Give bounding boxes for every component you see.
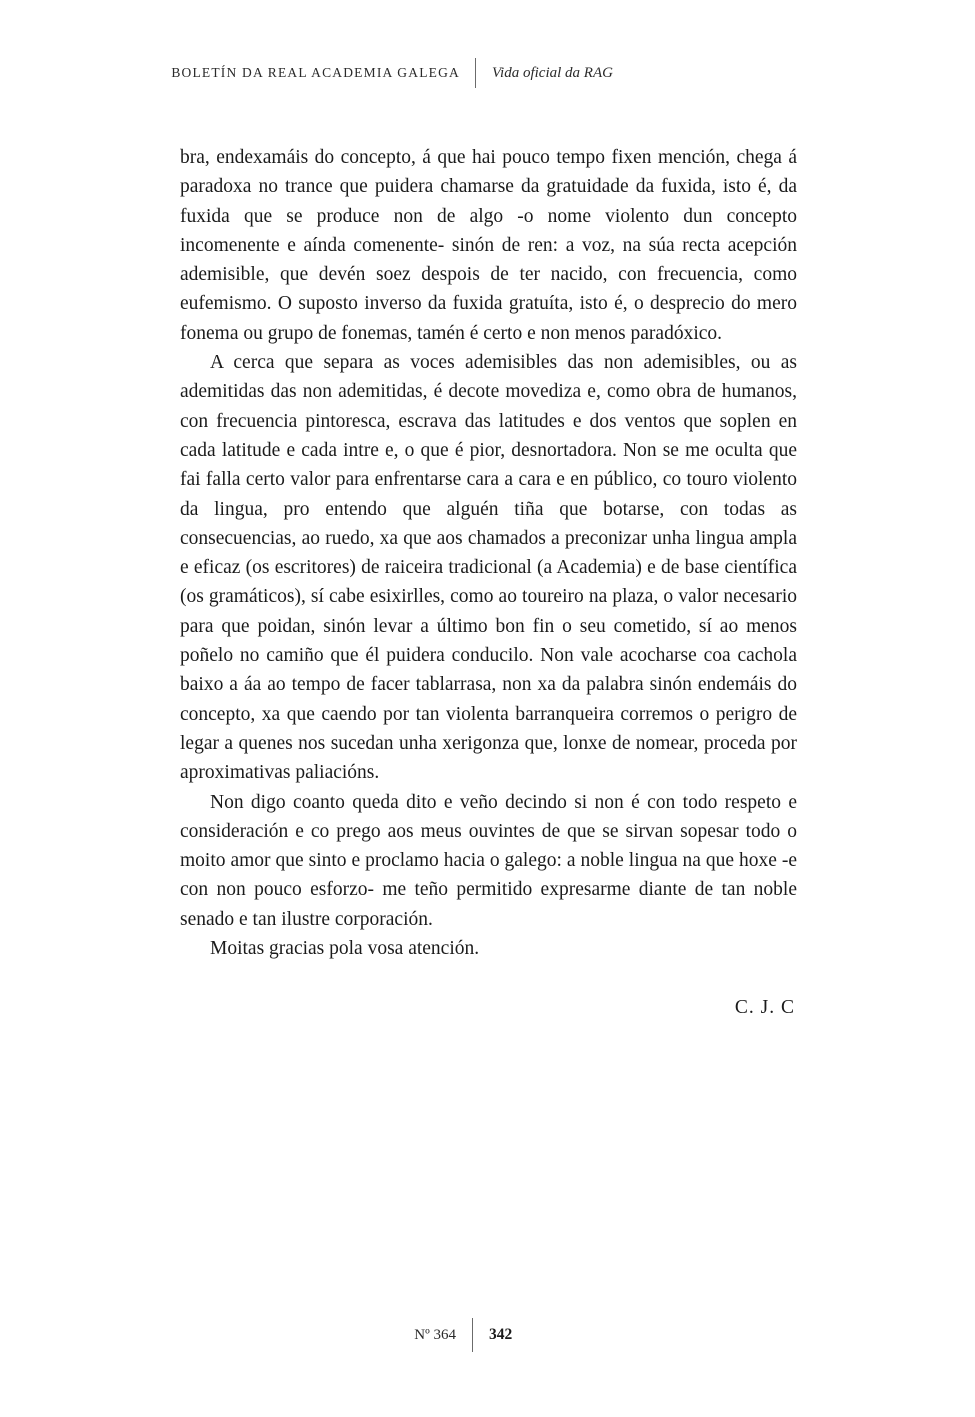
paragraph: A cerca que separa as voces ademisibles das non ademisibles, ou as ademitidas das non ademitidas, é decote movediza e, como obra de humanos, con frecuencia pintoresca, escrava das latitudes e dos ventos que soplen en cada latitude e cada intre e, o que é pior, desnortadora. Non se me oculta que fai falla certo valor para enfrentarse cara a cara e en público, co touro violento da lingua, pro entendo que alguén tiña que botarse, con todas as consecuencias, ao ruedo, xa que aos chamados a preconizar unha lingua ampla e eficaz (os escritores) de raiceira tradicional (a Academia) e de base científica (os gramáticos), sí cabe esixirlles, como ao toureiro na plaza, o valor necesario para que poidan, sinón levar a último bon fin o seu cometido, sí ao menos poñelo no camiño que él puidera conducilo. Non vale acocharse coa cachola baixo a áa ao tempo de facer tablarrasa, non xa da palabra sinón endemáis do concepto, xa que caendo por tan violenta barranqueira corremos o perigro de legar a quenes nos sucedan unha xerigonza que, lonxe de nomear, proceda por aproximativas paliacións. [180,352,797,784]
signature: C. J. C [734,997,795,1019]
section-title: Vida oficial da RAG [492,64,613,81]
running-head [0,58,975,88]
journal-title: BOLETÍN DA REAL ACADEMIA GALEGA [171,65,460,80]
page-footer [0,1318,975,1352]
paragraph: bra, endexamáis do concepto, á que hai pouco tempo fixen mención, chega á paradoxa no trance que puidera chamarse da gratuidade da fuxida, isto é, da fuxida que se produce non de algo -o nome violento dun concepto incomenente e aínda comenente- sinón de ren: a voz, na súa recta acepción ademisible, que devén soez despois de ter nacido, con frecuencia, como eufemismo. O suposto inverso da fuxida gratuíta, isto é, o desprecio do mero fonema ou grupo de fonemas, tamén é certo e non menos paradóxico. [180,147,797,344]
page-number: 342 [489,1326,513,1343]
issue-number: Nº 364 [414,1326,456,1343]
body-text [180,143,797,1023]
paragraph: Non digo coanto queda dito e veño decindo si non é con todo respeto e consideración e co prego aos meus ouvintes de que se sirvan sopesar todo o moito amor que sinto e proclamo hacia o galego: a noble lingua na que hoxe -e con non pouco esforzo- me teño permitido expresarme diante de tan noble senado e tan ilustre corporación. [180,791,797,930]
paragraph: Moitas gracias pola vosa atención. [210,938,480,960]
